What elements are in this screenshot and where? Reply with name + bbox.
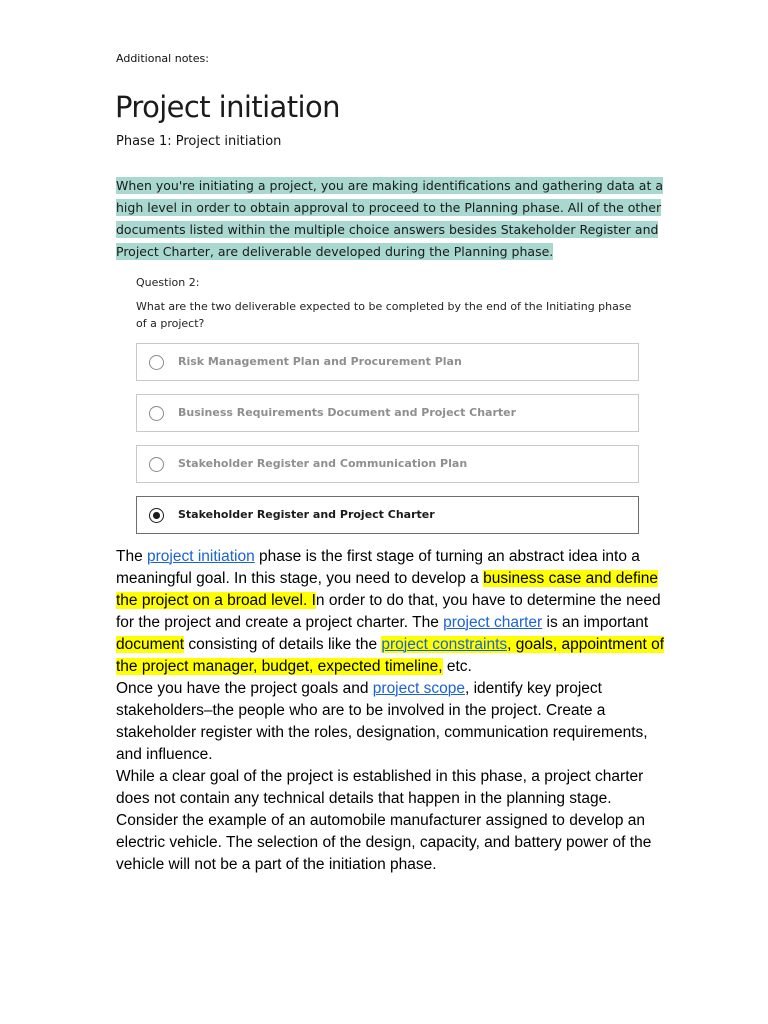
link-project-charter[interactable]: project charter [443, 614, 543, 631]
answer-label: Stakeholder Register and Project Charter [178, 508, 435, 521]
answer-option-selected[interactable] [136, 496, 639, 534]
question-number: Question 2: [136, 276, 200, 289]
explanation-line: Project Charter, are deliverable developed during the Planning phase. [116, 244, 554, 259]
highlighted-text: business case and define the project on a broad level. I [116, 570, 659, 609]
paragraph: Consider the example of an automobile manufacturer assigned to develop an electric vehicle. The selection of the design, capacity, and battery power of the vehicle will not be a part of the initiation phase. [116, 812, 652, 873]
answer-option[interactable] [136, 445, 639, 483]
paragraph: Once you have the project goals and project scope, identify key project stakeholders–the people who are to be involved in the project. Create a stakeholder register with the roles, designation, communication requirements, and influence. [116, 680, 648, 763]
paragraph: The project initiation phase is the first stage of turning an abstract idea into a meaningful goal. In this stage, you need to develop a business case and define the project on a broad level. In order to do that, you have to determine the need for the project and create a project charter. The project charter is an important document consisting of details like the project constraints, goals, appointment of the project manager, budget, expected timeline, etc. [116, 548, 664, 675]
explanation-line: high level in order to obtain approval to proceed to the Planning phase. All of the other [116, 200, 662, 215]
notes-label: Additional notes: [116, 52, 209, 65]
answer-option[interactable] [136, 343, 639, 381]
page-subtitle: Phase 1: Project initiation [116, 134, 282, 149]
answer-option[interactable] [136, 394, 639, 432]
radio-button[interactable] [149, 406, 164, 421]
radio-button[interactable] [149, 457, 164, 472]
highlighted-text: document [116, 636, 185, 653]
highlighted-explanation [116, 175, 663, 263]
link-project-initiation[interactable]: project initiation [147, 548, 255, 565]
answer-label: Stakeholder Register and Communication Plan [178, 457, 468, 470]
link-project-scope[interactable]: project scope [372, 680, 465, 697]
highlighted-text: , goals, appointment of the project manager, budget, expected timeline, [116, 636, 664, 675]
answer-label: Business Requirements Document and Project Charter [178, 406, 517, 419]
question-text: What are the two deliverable expected to be completed by the end of the Initiating phase of a project? [136, 300, 632, 330]
explanation-line: When you're initiating a project, you are making identifications and gathering data at a [116, 178, 663, 193]
article-body [116, 546, 676, 876]
answer-label: Risk Management Plan and Procurement Plan [178, 355, 462, 368]
link-project-constraints[interactable]: project constraints [381, 636, 508, 653]
explanation-line: documents listed within the multiple choice answers besides Stakeholder Register and [116, 222, 659, 237]
radio-button-selected[interactable] [149, 508, 164, 523]
radio-button[interactable] [149, 355, 164, 370]
page-title: Project initiation [115, 90, 340, 124]
paragraph: While a clear goal of the project is established in this phase, a project charter does not contain any technical details that happen in the planning stage. [116, 768, 644, 807]
